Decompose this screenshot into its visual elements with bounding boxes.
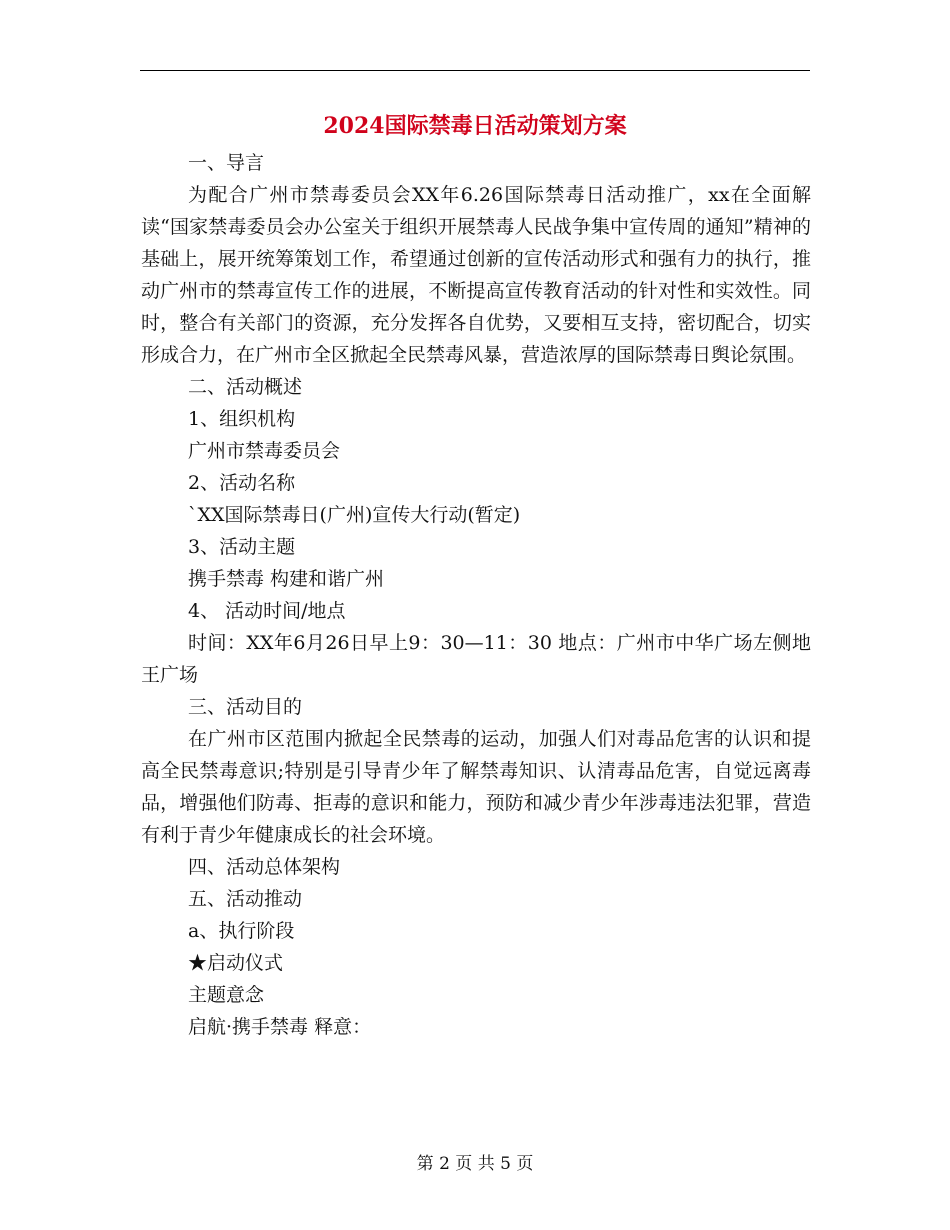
subheading-time-place: 4、 活动时间/地点	[188, 600, 346, 622]
heading-purpose: 三、活动目的	[188, 696, 303, 718]
paragraph-intro: 为配合广州市禁毒委员会XX年6.26国际禁毒日活动推广，xx在全面解读“国家禁毒委员会办公室关于组织开展禁毒人民战争集中宣传周的通知”精神的基础上，展开统筹策划工作，希望通过创新的宣传活动形式和强有力的执行，推动广州市的禁毒宣传工作的进展，不断提高宣传教育活动的针对性和实效性。同时，整合有关部门的资源，充分发挥各自优势，又要相互支持，密切配合，切实形成合力，在广州市全区掀起全民禁毒风暴，营造浓厚的国际禁毒日舆论氛围。	[141, 184, 811, 366]
heading-intro: 一、导言	[188, 152, 265, 174]
subheading-theme: 3、活动主题	[188, 536, 296, 558]
heading-overview: 二、活动概述	[188, 376, 303, 398]
subheading-organization: 1、组织机构	[188, 408, 296, 430]
paragraph-purpose: 在广州市区范围内掀起全民禁毒的运动，加强人们对毒品危害的认识和提高全民禁毒意识;特别是引导青少年了解禁毒知识、认清毒品危害，自觉远离毒品，增强他们防毒、拒毒的意识和能力，预防和减少青少年涉毒违法犯罪，营造有利于青少年健康成长的社会环境。	[141, 728, 811, 846]
header-rule	[140, 70, 810, 71]
document-title: 2024国际禁毒日活动策划方案	[323, 113, 627, 139]
heading-structure: 四、活动总体架构	[188, 856, 341, 878]
page-footer: 第 2 页 共 5 页	[416, 1154, 534, 1174]
subheading-execution: a、执行阶段	[188, 920, 295, 942]
text-organization: 广州市禁毒委员会	[188, 440, 341, 462]
text-event-name: `XX国际禁毒日(广州)宣传大行动(暂定)	[188, 504, 521, 526]
document-body	[141, 147, 811, 1043]
text-launch-meaning: 启航·携手禁毒 释意：	[188, 1016, 372, 1038]
subheading-launch-ceremony: ★启动仪式	[188, 952, 284, 974]
text-theme-concept: 主题意念	[188, 984, 265, 1006]
subheading-event-name: 2、活动名称	[188, 472, 296, 494]
text-time-place: 时间：XX年6月26日早上9：30—11：30 地点：广州市中华广场左侧地王广场	[141, 632, 811, 686]
text-theme: 携手禁毒 构建和谐广州	[188, 568, 385, 590]
heading-promotion: 五、活动推动	[188, 888, 303, 910]
